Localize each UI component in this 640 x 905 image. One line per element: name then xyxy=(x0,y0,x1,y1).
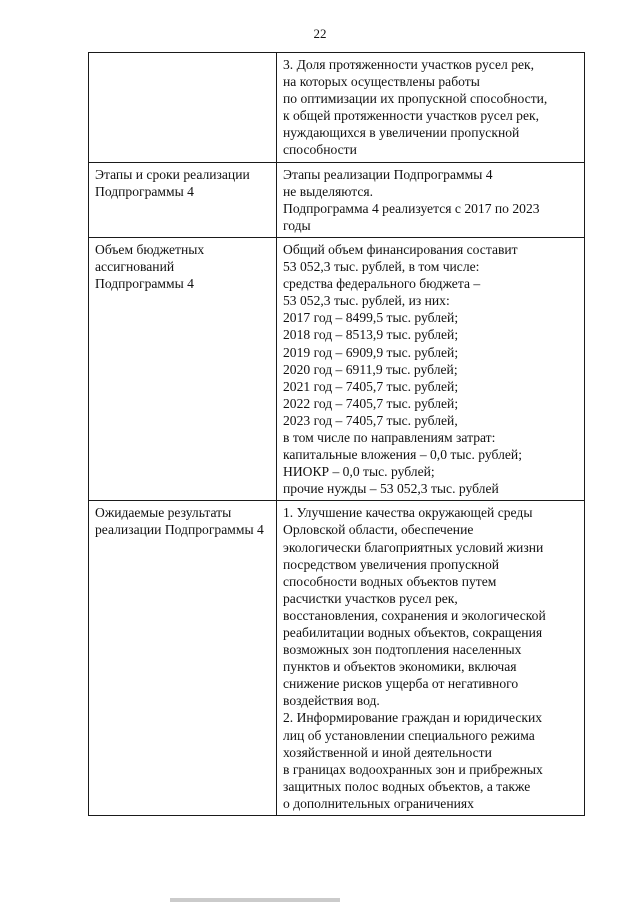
label-line: Подпрограммы 4 xyxy=(95,183,194,199)
text-line: прочие нужды – 53 052,3 тыс. рублей xyxy=(283,481,499,497)
text-line: средства федерального бюджета – xyxy=(283,276,481,292)
text-line: воздействия вод. xyxy=(283,693,380,709)
row-value-cell xyxy=(277,501,585,816)
text-line: способности xyxy=(283,142,357,158)
text-line: способности водных объектов путем xyxy=(283,573,497,589)
text-line: в том числе по направлениям затрат: xyxy=(283,429,496,445)
text-line: по оптимизации их пропускной способности, xyxy=(283,91,548,107)
label-line: ассигнований xyxy=(95,259,175,275)
text-line: НИОКР – 0,0 тыс. рублей; xyxy=(283,464,435,480)
text-line: возможных зон подтопления населенных xyxy=(283,642,522,658)
text-line: к общей протяженности участков русел рек, xyxy=(283,108,540,124)
text-line: не выделяются. xyxy=(283,183,374,199)
row-label-cell xyxy=(89,53,277,163)
text-line: 2017 год – 8499,5 тыс. рублей; xyxy=(283,310,459,326)
text-line: 2019 год – 6909,9 тыс. рублей; xyxy=(283,344,459,360)
scan-edge-mark xyxy=(170,898,340,902)
text-line: Подпрограмма 4 реализуется с 2017 по 2023 xyxy=(283,200,540,216)
text-line: восстановления, сохранения и экологической xyxy=(283,607,546,623)
passport-table xyxy=(88,52,585,816)
text-line: посредством увеличения пропускной xyxy=(283,556,500,572)
label-line: реализации Подпрограммы 4 xyxy=(95,522,264,538)
text-line: защитных полос водных объектов, а также xyxy=(283,778,531,794)
text-line: 2022 год – 7405,7 тыс. рублей; xyxy=(283,395,459,411)
text-line: пунктов и объектов экономики, включая xyxy=(283,659,517,675)
row-value-cell xyxy=(277,237,585,500)
text-line: 2020 год – 6911,9 тыс. рублей; xyxy=(283,361,458,377)
page-number: 22 xyxy=(313,26,327,41)
row-value-cell xyxy=(277,53,585,163)
table-row-budget xyxy=(89,237,585,500)
text-line: нуждающихся в увеличении пропускной xyxy=(283,125,520,141)
row-label-cell xyxy=(89,237,277,500)
text-line: расчистки участков русел рек, xyxy=(283,590,458,606)
text-line: годы xyxy=(283,217,311,233)
text-line: 53 052,3 тыс. рублей, в том числе: xyxy=(283,259,480,275)
text-line: 3. Доля протяженности участков русел рек, xyxy=(283,57,535,72)
row-label-cell xyxy=(89,162,277,237)
row-value-cell xyxy=(277,162,585,237)
table-row-indicators xyxy=(89,53,585,163)
text-line: лиц об установлении специального режима xyxy=(283,727,535,743)
table-row-results xyxy=(89,501,585,816)
text-line: 2. Информирование граждан и юридических xyxy=(283,710,543,726)
text-line: экологически благоприятных условий жизни xyxy=(283,539,544,555)
text-line: капитальные вложения – 0,0 тыс. рублей; xyxy=(283,447,522,463)
table-row-stages xyxy=(89,162,585,237)
text-line: на которых осуществлены работы xyxy=(283,74,480,90)
label-line: Подпрограммы 4 xyxy=(95,276,194,292)
text-line: Орловской области, обеспечение xyxy=(283,522,474,538)
text-line: о дополнительных ограничениях xyxy=(283,795,474,811)
text-line: 2021 год – 7405,7 тыс. рублей; xyxy=(283,378,459,394)
text-line: в границах водоохранных зон и прибрежных xyxy=(283,761,543,777)
label-line: Объем бюджетных xyxy=(95,241,205,257)
text-line: 1. Улучшение качества окружающей среды xyxy=(283,505,533,521)
text-line: 2018 год – 8513,9 тыс. рублей; xyxy=(283,327,459,343)
text-line: Этапы реализации Подпрограммы 4 xyxy=(283,166,493,182)
text-line: Общий объем финансирования составит xyxy=(283,241,518,257)
passport-table-body xyxy=(89,53,585,816)
text-line: 2023 год – 7405,7 тыс. рублей, xyxy=(283,412,458,428)
row-label-cell xyxy=(89,501,277,816)
text-line: снижение рисков ущерба от негативного xyxy=(283,676,519,692)
label-line: Этапы и сроки реализации xyxy=(95,166,250,182)
text-line: 53 052,3 тыс. рублей, из них: xyxy=(283,293,450,309)
label-line: Ожидаемые результаты xyxy=(95,505,232,521)
text-line: хозяйственной и иной деятельности xyxy=(283,744,492,760)
text-line: реабилитации водных объектов, сокращения xyxy=(283,625,543,640)
